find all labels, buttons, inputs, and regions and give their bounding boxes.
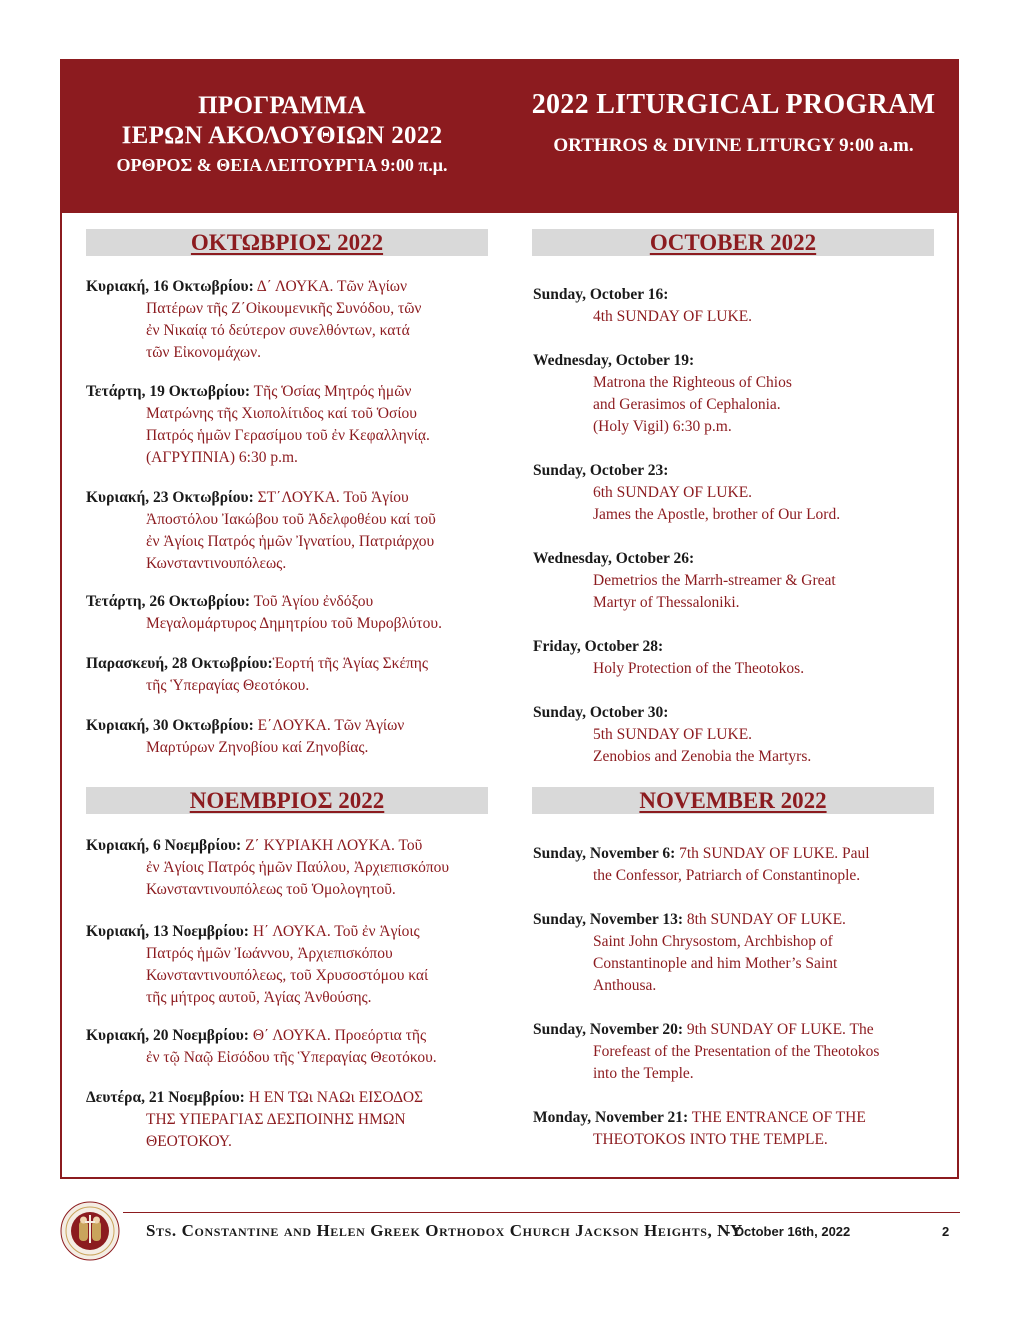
entry-date: Wednesday, October 19: [533,352,695,369]
entry-text-line: ἐν τῷ Ναῷ Εἰσόδου τῆς Ὑπεραγίας Θεοτόκου. [146,1049,437,1066]
entry-date: Sunday, November 20: [533,1021,683,1038]
entry-date: Monday, November 21: [533,1109,689,1126]
entry-text-line: Martyr of Thessaloniki. [593,594,740,611]
entry-first-line [86,276,496,298]
entry-title: Θ΄ ΛΟΥΚΑ. Προεόρτια τῆς [248,1027,427,1044]
entry-text-line: the Confessor, Patriarch of Constantinople. [593,867,861,884]
entry-text-line: Constantinople and him Mother’s Saint [593,955,838,972]
entry-text-line: Ματρώνης τῆς Χιοπολίτιδος καί τοῦ Ὁσίου [146,405,417,422]
entry-date: Κυριακή, 30 Οκτωβρίου: [86,717,254,734]
entry-text-line: ἐν Ἁγίοις Πατρός ἡμῶν Παύλου, Ἀρχιεπισκόπου [146,859,450,876]
schedule-entry [533,284,943,328]
entry-date: Κυριακή, 16 Οκτωβρίου: [86,278,254,295]
entry-text-line: Πατέρων τῆς Ζ΄Οἰκουμενικῆς Συνόδου, τῶν [146,300,422,317]
entry-first-line [86,653,496,675]
entry-first-line [86,715,496,737]
schedule-entry [86,835,496,901]
entry-text-line: ἐν Νικαίᾳ τό δεύτερον συνελθόντων, κατά [146,322,410,339]
schedule-entry [533,843,943,887]
greek-title-line-2: ΙΕΡΩΝ ΑΚΟΛΟΥΘΙΩΝ 2022 [121,122,443,149]
schedule-entry [86,921,496,1009]
entry-title: Δ΄ ΛΟΥΚΑ. Τῶν Ἁγίων [253,278,407,295]
entry-text-line: Saint John Chrysostom, Archbishop of [593,933,833,950]
schedule-entry [533,702,943,768]
entry-first-line [86,487,496,509]
schedule-entry [86,591,496,635]
entry-title: 9th SUNDAY OF LUKE. The [683,1021,874,1038]
schedule-entry [86,653,496,697]
greek-title-line-3: ΟΡΘΡΟΣ & ΘΕΙΑ ΛΕΙΤΟΥΡΓΙΑ 9:00 π.μ. [116,155,448,175]
entry-title: Ἑορτή τῆς Ἁγίας Σκέπης [272,655,429,672]
greek-banner-title [62,91,502,179]
entry-text-line: THEOTOKOS INTO THE TEMPLE. [593,1131,828,1148]
entry-text-line: Μαρτύρων Ζηνοβίου καί Ζηνοβίας. [146,739,369,756]
entry-date: Τετάρτη, 19 Οκτωβρίου: [86,383,251,400]
entry-text-line: ΘΕΟΤΟΚΟΥ. [146,1133,232,1150]
entry-first-line [86,835,496,857]
entry-text-line: into the Temple. [593,1065,694,1082]
english-october-heading: OCTOBER 2022 [532,229,934,256]
entry-text-line: 5th SUNDAY OF LUKE. [593,726,753,743]
entry-title: 7th SUNDAY OF LUKE. Paul [675,845,870,862]
entry-first-line [86,921,496,943]
entry-date: Sunday, November 13: [533,911,683,928]
entry-text-line: Demetrios the Marrh-streamer & Great [593,572,836,589]
entry-text-line: Μεγαλομάρτυρος Δημητρίου τοῦ Μυροβλύτου. [146,615,442,632]
entry-title: ΣΤ΄ΛΟΥΚΑ. Τοῦ Ἁγίου [253,489,409,506]
entry-first-line [533,843,943,865]
entry-title: Τῆς Ὁσίας Μητρός ἡμῶν [250,383,412,400]
schedule-entry [86,381,496,469]
entry-title: Η΄ ΛΟΥΚΑ. Τοῦ ἐν Ἁγίοις [248,923,420,940]
entry-text-line: Ἀποστόλου Ἰακώβου τοῦ Ἀδελφοθέου καί τοῦ [146,511,436,528]
entry-first-line [533,1107,943,1129]
entry-text-line: τῶν Εἰκονομάχων. [146,344,261,361]
schedule-entry [86,276,496,364]
schedule-entry [533,460,943,526]
entry-first-line [533,909,943,931]
entry-date: Wednesday, October 26: [533,550,695,567]
entry-date: Sunday, October 30: [533,704,669,721]
footer-date: - October 16th, 2022 [726,1224,851,1239]
entry-date: Κυριακή, 23 Οκτωβρίου: [86,489,254,506]
entry-title: Η ΕΝ ΤΩι ΝΑΩι ΕΙΣΟΔΟΣ [244,1089,424,1106]
schedule-entry [86,715,496,759]
schedule-entry [86,1087,496,1153]
entry-first-line [86,591,496,613]
entry-text-line: Πατρός ἡμῶν Ἰωάννου, Ἀρχιεπισκόπου [146,945,393,962]
entry-date: Sunday, October 16: [533,286,669,303]
entry-text-line: Κωνσταντινουπόλεως, τοῦ Χρυσοστόμου καί [146,967,429,984]
entry-text-line: τῆς μήτρος αυτοῦ, Ἁγίας Ἀνθούσης. [146,989,372,1006]
entry-text-line: Anthousa. [593,977,657,994]
entry-date: Κυριακή, 20 Νοεμβρίου: [86,1027,249,1044]
greek-october-heading: ΟΚΤΩΒΡΙΟΣ 2022 [86,229,488,256]
entry-text-line: 4th SUNDAY OF LUKE. [593,308,753,325]
entry-title: Ζ΄ ΚΥΡΙΑΚΗ ΛΟΥΚΑ. Τοῦ [241,837,423,854]
church-seal-icon [60,1201,120,1261]
entry-date: Κυριακή, 6 Νοεμβρίου: [86,837,242,854]
entry-text-line: Matrona the Righteous of Chios [593,374,792,391]
entry-text-line: Κωνσταντινουπόλεως. [146,555,287,572]
entry-text-line: Zenobios and Zenobia the Martyrs. [593,748,812,765]
entry-date: Παρασκευή, 28 Οκτωβρίου: [86,655,273,672]
schedule-entry [533,1107,943,1151]
schedule-entry [533,1019,943,1085]
entry-first-line [86,381,496,403]
entry-text-line: and Gerasimos of Cephalonia. [593,396,781,413]
entry-text-line: James the Apostle, brother of Our Lord. [593,506,841,523]
entry-text-line: Forefeast of the Presentation of the Theotokos [593,1043,880,1060]
entry-first-line [533,1019,943,1041]
program-banner [62,61,957,213]
entry-date: Friday, October 28: [533,638,664,655]
entry-title: THE ENTRANCE OF THE [688,1109,866,1126]
greek-november-heading: ΝΟΕΜΒΡΙΟΣ 2022 [86,787,488,814]
entry-text-line: ΤΗΣ ΥΠΕΡΑΓΙΑΣ ΔΕΣΠΟΙΝΗΣ ΗΜΩΝ [146,1111,406,1128]
footer-church-name: Sts. Constantine and Helen Greek Orthodox Church Jackson Heights, NY [146,1221,743,1240]
entry-text-line: Κωνσταντινουπόλεως τοῦ Ὁμολογητοῦ. [146,881,396,898]
entry-text-line: Holy Protection of the Theotokos. [593,660,805,677]
entry-date: Sunday, October 23: [533,462,669,479]
schedule-entry [86,487,496,575]
schedule-entry [533,636,943,680]
entry-title: Ε΄ΛΟΥΚΑ. Τῶν Ἁγίων [253,717,405,734]
entry-date: Δευτέρα, 21 Νοεμβρίου: [86,1089,245,1106]
schedule-entry [86,1025,496,1069]
footer-rule [123,1212,960,1213]
entry-text-line: (ΑΓΡΥΠΝΙΑ) 6:30 p.m. [146,449,298,466]
english-title-line-2: ORTHROS & DIVINE LITURGY 9:00 a.m. [553,135,914,156]
entry-date: Τετάρτη, 26 Οκτωβρίου: [86,593,251,610]
greek-title-line-1: ΠΡΟΓΡΑΜΜΑ [198,92,366,119]
entry-date: Sunday, November 6: [533,845,676,862]
english-november-heading: NOVEMBER 2022 [532,787,934,814]
entry-first-line [86,1025,496,1047]
english-banner-title [510,87,957,161]
entry-text-line: Πατρός ἡμῶν Γερασίμου τοῦ ἐν Κεφαλληνίᾳ. [146,427,430,444]
schedule-entry [533,909,943,997]
entry-text-line: τῆς Ὑπεραγίας Θεοτόκου. [146,677,310,694]
entry-title: 8th SUNDAY OF LUKE. [683,911,846,928]
page-number: 2 [942,1224,950,1239]
entry-first-line [86,1087,496,1109]
schedule-entry [533,548,943,614]
entry-text-line: 6th SUNDAY OF LUKE. [593,484,753,501]
entry-text-line: ἐν Ἁγίοις Πατρός ἡμῶν Ἰγνατίου, Πατριάρχου [146,533,435,550]
schedule-entry [533,350,943,438]
entry-date: Κυριακή, 13 Νοεμβρίου: [86,923,249,940]
entry-text-line: (Holy Vigil) 6:30 p.m. [593,418,732,435]
entry-title: Τοῦ Ἁγίου ἐνδόξου [250,593,374,610]
english-title-line-1: 2022 LITURGICAL PROGRAM [531,89,936,120]
